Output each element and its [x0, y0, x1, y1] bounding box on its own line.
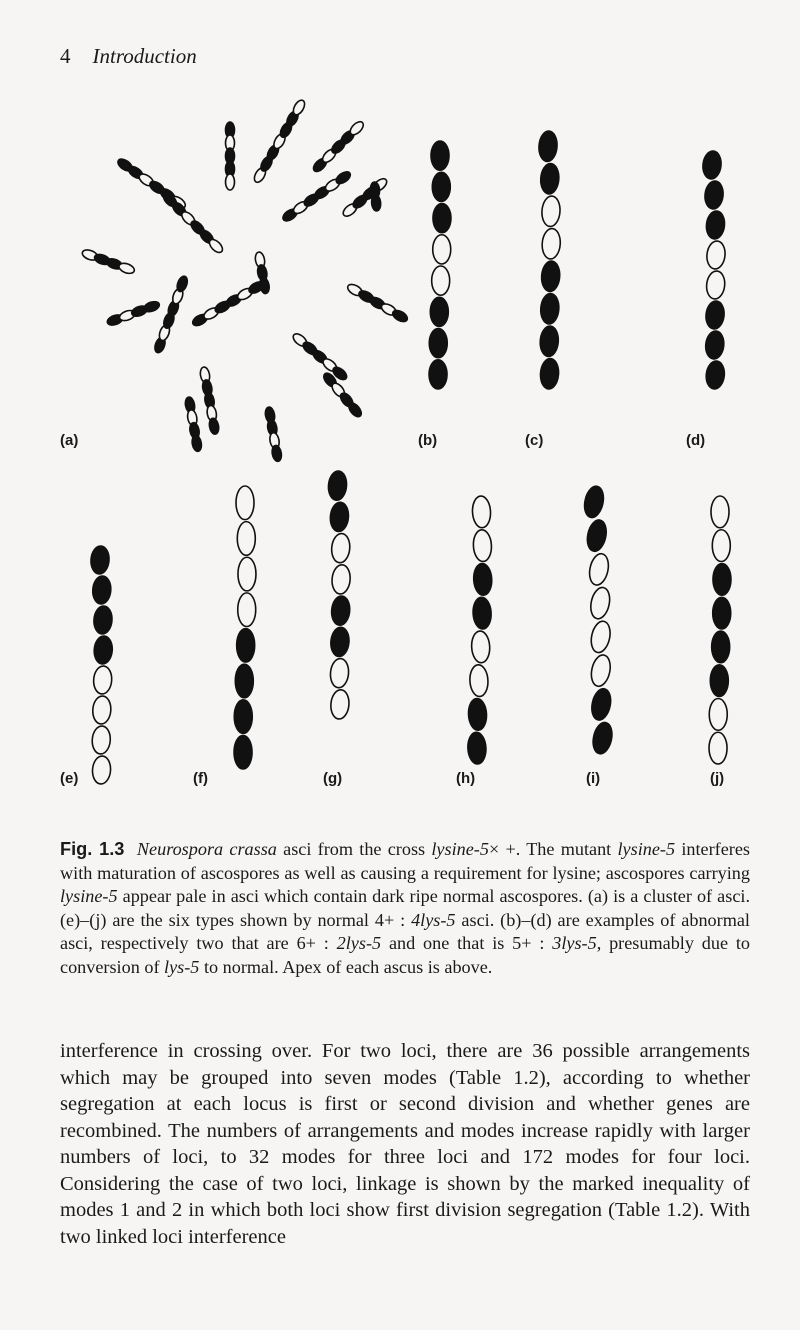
body-paragraph: interference in crossing over. For two loci, there are 36 possible arrangements which may be grouped into seven modes (Table 1.2), according to whether segregation at each locus is first or second division and whether genes are recombined. The numbers of arrangements and modes increase rapidly with larger numbers of loci, to 32 modes for three loci and 172 modes for four loci. Considering the case of two loci, linkage is shown by the marked inequality of modes 1 and 2 in which both loci show first division segregation (Table 1.2). With two linked loci interference: [60, 1040, 750, 1248]
ascus-g: [320, 470, 360, 720]
panel-label-e: (e): [60, 770, 79, 787]
ascus-h: [460, 495, 500, 765]
ascus-b: [420, 140, 460, 390]
panel-label-g: (g): [323, 770, 343, 787]
caption-species: Neurospora crassa: [136, 839, 277, 859]
panel-label-j: (j): [710, 770, 725, 787]
panel-label-c: (c): [525, 432, 544, 449]
panel-label-f: (f): [193, 770, 208, 787]
caption-label: Fig. 1.3: [60, 839, 125, 859]
panel-label-h: (h): [456, 770, 476, 787]
ascus-f: [225, 485, 265, 770]
panel-label-b: (b): [418, 432, 438, 449]
figure-caption: Fig. 1.3 Neurospora crassa asci from the cross lysine-5× +. The mutant lysine-5 interferes with maturation of ascospores as well as causing a requirement for lysine; ascospores carrying lysine-5 appear pale in asci which contain dark ripe normal ascospores. (a) is a cluster of asci. (e)–(j) are the six types shown by normal 4+ : 4lys-5 asci. (b)–(d) are examples of abnormal asci, respectively two that are 6+ : 2lys-5 and one that is 5+ : 3lys-5, presumably due to conversion of lys-5 to normal. Apex of each ascus is above.: [60, 839, 750, 977]
panel-label-d: (d): [686, 432, 706, 449]
ascus-e: [82, 545, 122, 785]
ascus-c: [530, 130, 570, 390]
page-number: 4: [60, 44, 71, 68]
panel-label-i: (i): [586, 770, 601, 787]
panel-label-a: (a): [60, 432, 79, 449]
chapter-title: Introduction: [92, 44, 197, 68]
ascus-d: [695, 150, 735, 390]
ascus-j: [700, 495, 740, 765]
ascus-i: [575, 485, 625, 755]
